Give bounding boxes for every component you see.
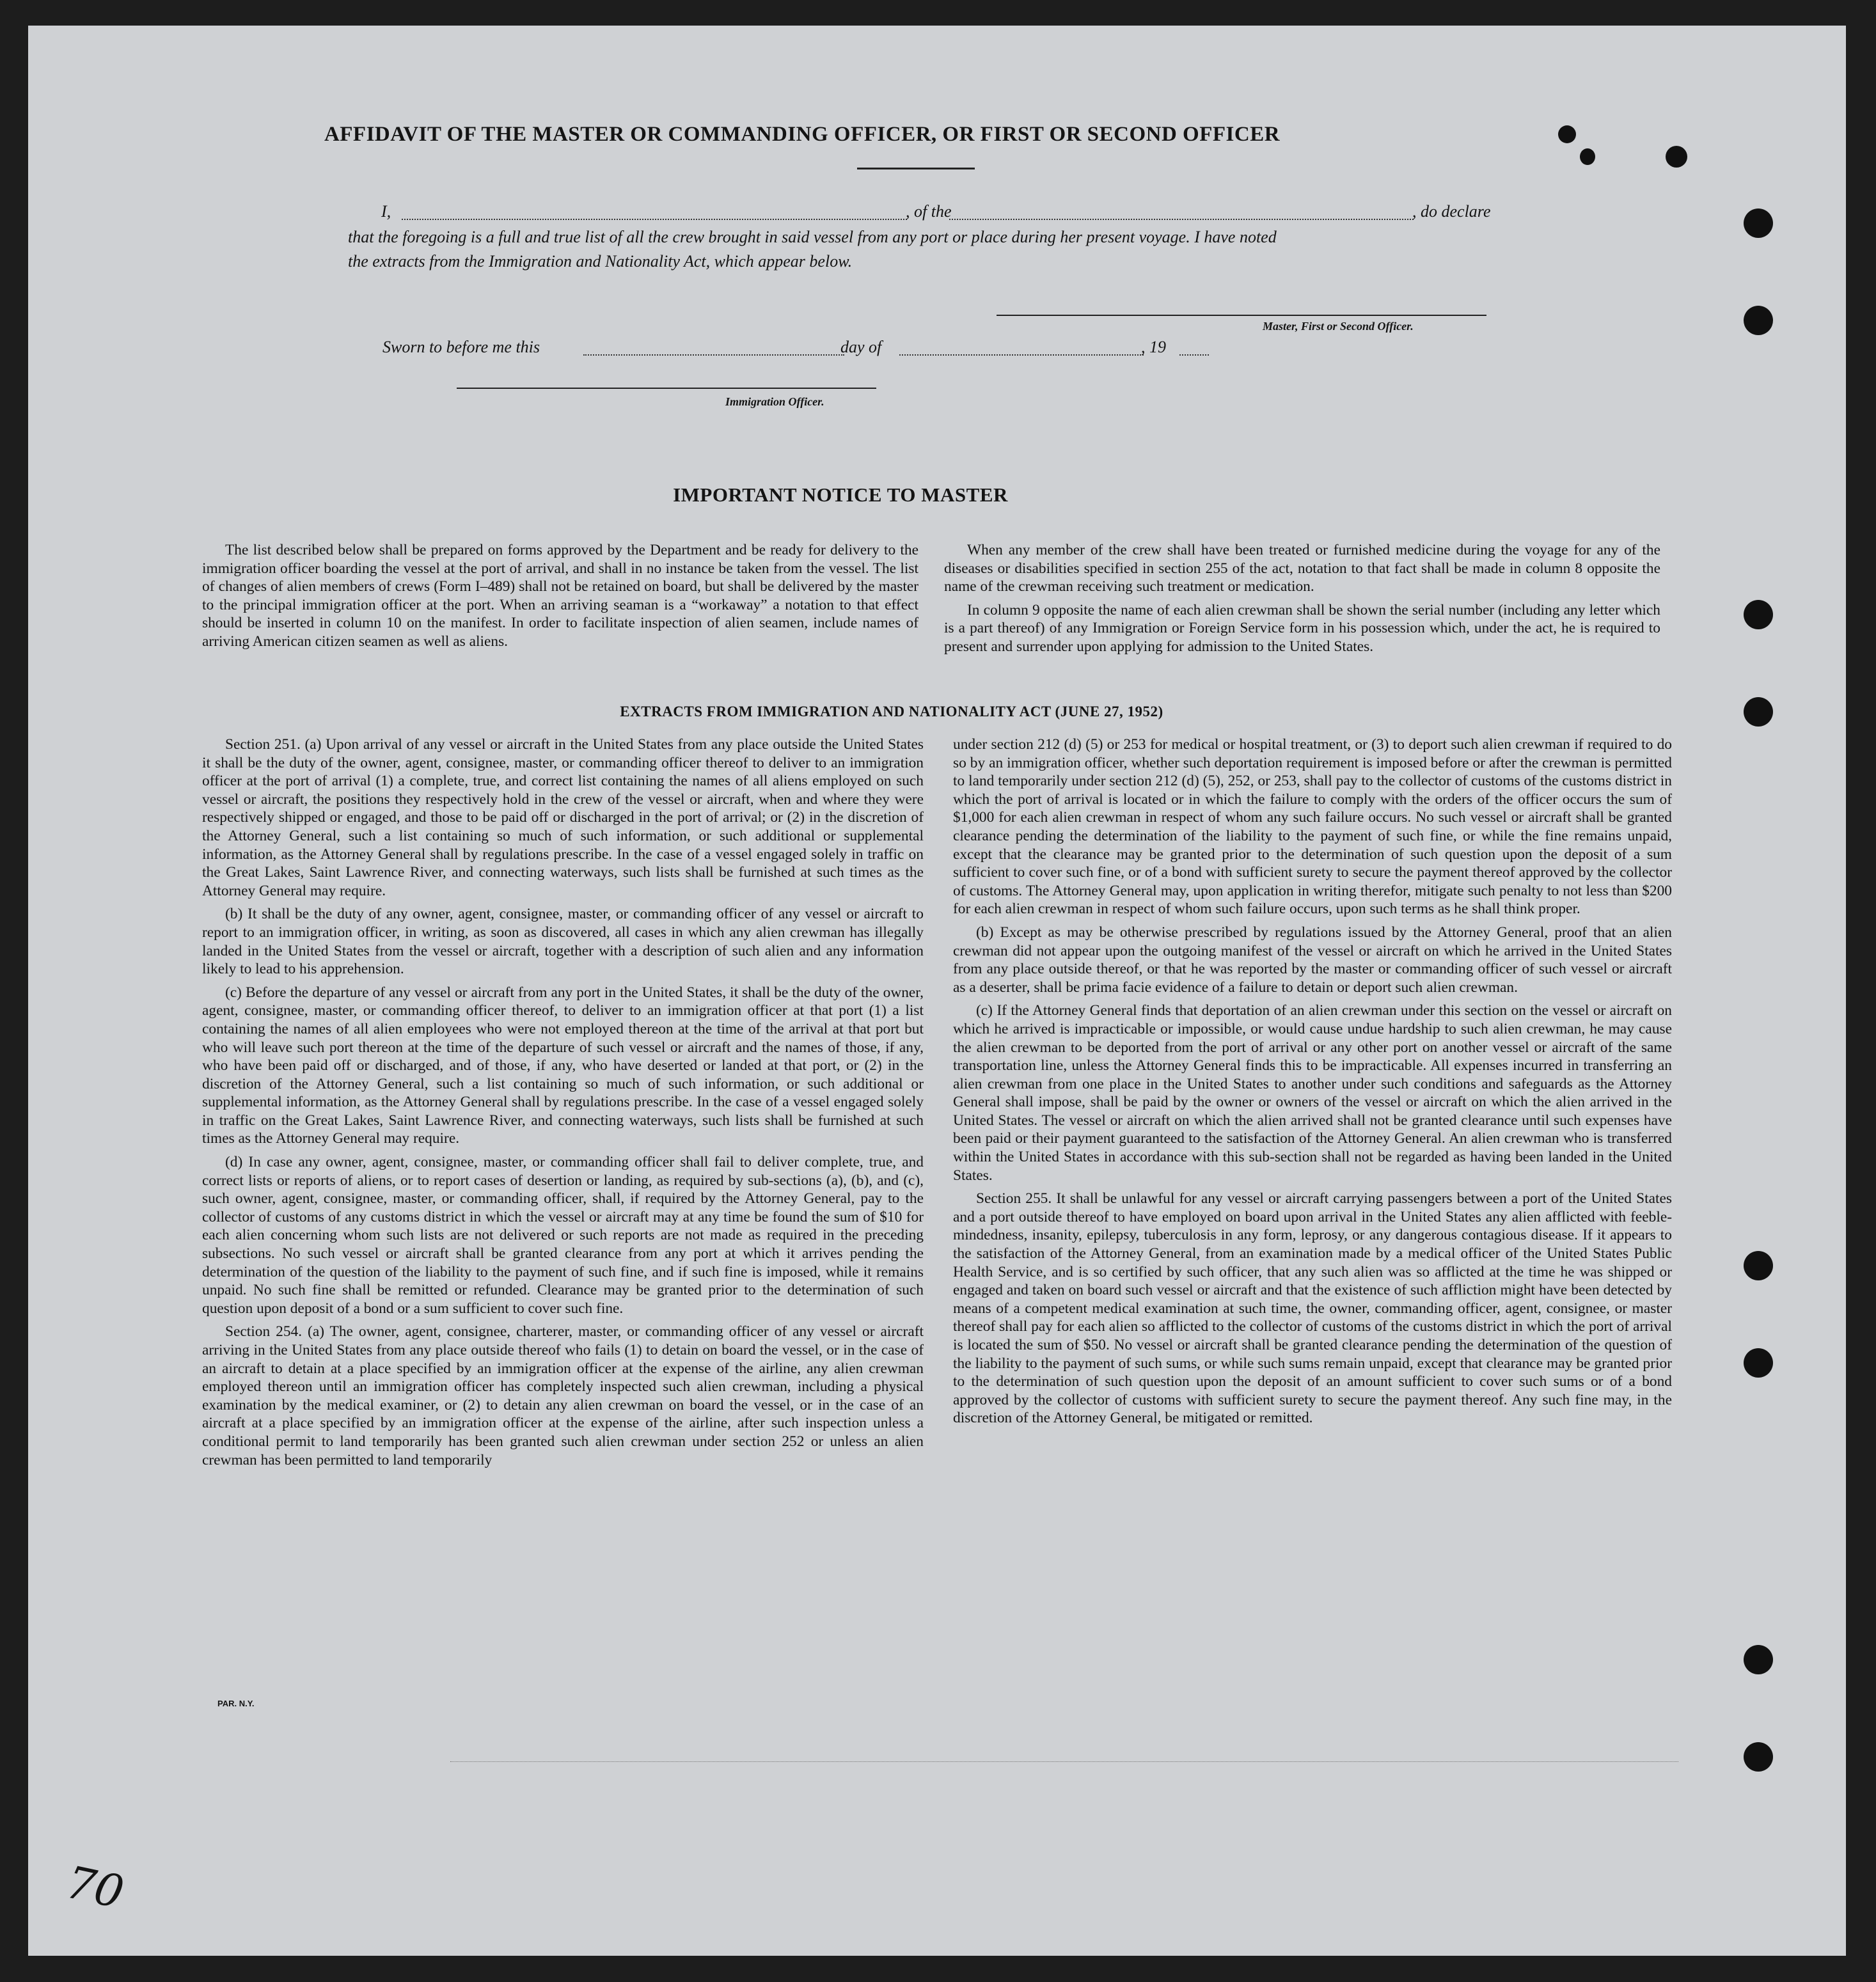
year-label: , 19	[1141, 338, 1166, 356]
punch-hole	[1744, 1348, 1773, 1378]
statute-paragraph: (b) Except as may be otherwise prescribed by regulations issued by the Attorney General, proof that an alien crewman did not appear upon the outgoing manifest of the vessel or aircraft on which he arrived in the United States from any place outside thereof, or that he was reported by the master or commanding officer of such vessel or aircraft as a deserter, shall be prima facie evidence of a failure to detain or deport such alien crewman.	[953, 924, 1672, 996]
notice-paragraph: In column 9 opposite the name of each alien crewman shall be shown the serial number (including any letter which is a part thereof) of any Immigration or Foreign Service form in his possession which, under the act, he is required to present and surrender upon applying for admission to the United States.	[944, 601, 1660, 655]
punch-hole	[1558, 125, 1576, 143]
punch-hole	[1744, 600, 1773, 629]
extracts-title: EXTRACTS FROM IMMIGRATION AND NATIONALITY ACT (JUNE 27, 1952)	[620, 704, 1163, 720]
day-of-label: day of	[840, 338, 882, 356]
punch-hole	[1744, 1742, 1773, 1772]
year-field-line[interactable]	[1179, 354, 1209, 356]
punch-hole	[1744, 1251, 1773, 1280]
sworn-day-field-line[interactable]	[583, 354, 844, 356]
officer-signature-label: Immigration Officer.	[725, 395, 824, 408]
punch-hole	[1744, 1645, 1773, 1674]
punch-hole	[1666, 146, 1687, 168]
affidavit-statement-line: the extracts from the Immigration and Nationality Act, which appear below.	[348, 252, 853, 271]
sworn-label: Sworn to before me this	[382, 338, 540, 356]
handwritten-page-number: 70	[61, 1855, 129, 1919]
statute-paragraph: (c) If the Attorney General finds that deportation of an alien crewman under this section on the vessel or aircraft on which he arrived is impracticable or impossible, or would cause undue hardship to such alien crewman, he may cause the alien crewman to be deported from the port of arrival or any other port on another vessel or aircraft of the same transportation line, unless the Attorney General finds this to be impracticable. All expenses incurred in transferring an alien crewman from one place in the United States to another under such conditions and safeguards as the Attorney General shall impose, shall be paid by the owner or owners of the vessel or aircraft on which the alien arrived in the United States. The vessel or aircraft on which the alien arrived shall not be granted clearance until such expenses have been paid or their payment guaranteed to the satisfaction of the Attorney General. An alien crewman who is transferred within the United States in accordance with this sub-section shall not be regarded as having been landed in the United States.	[953, 1002, 1672, 1184]
statute-paragraph: (b) It shall be the duty of any owner, agent, consignee, master, or commanding officer of any vessel or aircraft to report to an immigration officer, in writing, as soon as discovered, all cases in which any alien crewman has illegally landed in the United States from the vessel or aircraft, together with a description of such alien and any information likely to lead to his apprehension.	[202, 906, 924, 978]
notice-paragraph: The list described below shall be prepared on forms approved by the Department and be ready for delivery to the immigration officer boarding the vessel at the port of arrival, and shall in no instance be taken from the vessel. The list of changes of alien members of crews (Form I–489) shall not be retained on board, but shall be delivered by the master to the principal immigration officer at the port. When an arriving seaman is a “workaway” a notation to that effect should be inserted in column 10 on the manifest. In order to facilitate inspection of alien seamen, include names of arriving American citizen seamen as well as aliens.	[202, 542, 918, 650]
notice-paragraph: When any member of the crew shall have been treated or furnished medicine during the voyage for any of the diseases or disabilities specified in section 255 of the act, notation to that fact shall be made in column 8 opposite the name of the crewman receiving such treatment or medication.	[944, 542, 1660, 595]
vessel-field-line[interactable]	[949, 219, 1414, 220]
extracts-right-column	[953, 735, 1672, 1433]
notice-title: IMPORTANT NOTICE TO MASTER	[673, 484, 1008, 506]
name-field-line[interactable]	[402, 219, 907, 220]
affidavit-title: AFFIDAVIT OF THE MASTER OR COMMANDING OFFICER, OR FIRST OR SECOND OFFICER	[324, 123, 1281, 146]
statute-paragraph: Section 251. (a) Upon arrival of any vessel or aircraft in the United States from any place outside the United States it shall be the duty of the owner, agent, consignee, master, or commanding officer thereof to deliver to an immigration officer at the port of arrival (1) a complete, true, and correct list containing the names of all aliens employed on such vessel or aircraft, the positions they respectively hold in the crew of the vessel or aircraft, when and where they were respectively shipped or engaged, and those to be paid off or discharged in the port of arrival; or (2) in the discretion of the Attorney General, such a list containing so much of such information, or such additional or supplemental information, as the Attorney General shall by regulations prescribe. In the case of a vessel engaged solely in traffic on the Great Lakes, Saint Lawrence River, and connecting waterways, such lists shall be furnished at such times as the Attorney General may require.	[202, 736, 924, 899]
master-signature-line[interactable]	[997, 315, 1486, 316]
punch-hole	[1744, 208, 1773, 238]
statute-paragraph: (d) In case any owner, agent, consignee, master, or commanding officer shall fail to deliver complete, true, and correct lists or reports of aliens, or to report cases of desertion or landing, as required by sub-sections (a), (b), and (c), such owner, agent, consignee, master, or commanding officer, shall, if required by the Attorney General, pay to the collector of customs of any customs district in which the vessel or aircraft may at any time be found the sum of $10 for each alien concerning whom such lists are not delivered or such reports are not made as required in the preceding subsections. No such vessel or aircraft shall be granted clearance from any port at which it arrives pending the determination of the question of the liability to the payment of such fine, and if such fine is imposed, while it remains unpaid. No such fine shall be remitted or refunded. Clearance may be granted prior to the determination of such question upon deposit of a bond or a sum sufficient to cover such fine.	[202, 1154, 924, 1317]
printer-mark: PAR. N.Y.	[217, 1699, 255, 1708]
extracts-left-column	[202, 735, 924, 1474]
punch-hole	[1580, 148, 1595, 165]
statute-paragraph: Section 254. (a) The owner, agent, consignee, charterer, master, or commanding officer of any vessel or aircraft arriving in the United States from any place outside thereof who fails (1) to detain on board the vessel, or in the case of an aircraft to detain at a place specified by an immigration officer at the expense of the airline, any alien crewman employed thereon until an immigration officer has completely inspected such alien crewman, including a physical examination by the medical examiner, or (2) to detain any alien crewman on board the vessel, or in the case of an aircraft at a place specified by an immigration officer at the expense of the airline, after such inspection unless a conditional permit to land temporarily has been granted such alien crewman under section 252 or unless an alien crewman has been permitted to land temporarily	[202, 1323, 924, 1468]
punch-hole	[1744, 697, 1773, 727]
affidavit-i-label: I,	[381, 202, 391, 221]
notice-left-column	[202, 541, 918, 656]
statute-paragraph: Section 255. It shall be unlawful for any vessel or aircraft carrying passengers between a port of the United States and a port outside thereof to have employed on board upon arrival in the United States any alien afflicted with feeble-mindedness, insanity, epilepsy, tuberculosis in any form, leprosy, or any dangerous contagious disease. If it appears to the satisfaction of the Attorney General, from an examination made by a medical officer of the United States Public Health Service, and is so certified by such officer, that any such alien was so afflicted at the time he was shipped or engaged and taken on board such vessel or aircraft and that the existence of such affliction might have been detected by means of a competent medical examination at such time, the owner, commanding officer, agent, consignee, or master thereof shall pay for each alien so afflicted to the collector of customs of the customs district in which the port of arrival is located the sum of $50. No vessel or aircraft shall be granted clearance pending the determination of the question of the liability to the payment of such sums, or while such sums remain unpaid, except that clearance may be granted prior to the determination of such question upon the deposit of an amount sufficient to cover such sums or of a bond approved by the collector of customs with sufficient surety to secure the payment thereof. Any such fine may, in the discretion of the Attorney General, be mitigated or remitted.	[953, 1190, 1672, 1427]
affidavit-of-the-label: , of the	[906, 202, 952, 221]
document-page	[28, 26, 1846, 1956]
affidavit-statement-line: that the foregoing is a full and true list of all the crew brought in said vessel from any port or place during her present voyage. I have noted	[348, 228, 1277, 246]
statute-paragraph: (c) Before the departure of any vessel or aircraft from any port in the United States, it shall be the duty of the owner, agent, consignee, master, or commanding officer thereof, to deliver to an immigration officer at that port (1) a list containing the names of all alien employees who were not employed thereon at the time of the arrival at that port but who will leave such port thereon at the time of the departure of such vessel or aircraft and the names of those, if any, who have been paid off or discharged, and of those, if any, who have deserted or landed at that port, or (2) in the discretion of the Attorney General, such a list containing so much of such information, or such additional or supplemental information, as the Attorney General shall by regulations prescribe. In the case of a vessel engaged solely in traffic on the Great Lakes, Saint Lawrence River, and connecting waterways, such lists shall be furnished at such times as the Attorney General may require.	[202, 984, 924, 1147]
title-underline	[857, 168, 975, 169]
statute-paragraph: under section 212 (d) (5) or 253 for medical or hospital treatment, or (3) to deport such alien crewman if required to do so by an immigration officer, whether such deportation requirement is imposed before or after the crewman is permitted to land temporarily under section 212 (d) (5), 252, or 253, shall pay to the collector of customs of the customs district in which the port of arrival is located or in which the failure to comply with the orders of the officer occurs the sum of $1,000 for each alien crewman in respect of whom any such failure occurs. No such vessel or aircraft shall be granted clearance pending the determination of the liability to the payment of such fine, or while the fine remains unpaid, except that the clearance may be granted prior to the determination of such question upon the deposit of a sum sufficient to cover such fine, or of a bond with sufficient surety to secure the payment thereof approved by the collector of customs. The Attorney General may, upon application in writing therefor, mitigate such penalty to not less than $200 for each alien crewman in respect of whom such failure occurs, upon such terms as he shall think proper.	[953, 736, 1672, 918]
bottom-rule	[450, 1761, 1678, 1762]
affidavit-declare-label: , do declare	[1412, 202, 1491, 221]
master-signature-label: Master, First or Second Officer.	[1263, 320, 1414, 333]
punch-hole	[1744, 306, 1773, 335]
officer-signature-line[interactable]	[457, 388, 876, 389]
notice-right-column	[944, 541, 1660, 661]
sworn-month-field-line[interactable]	[899, 354, 1144, 356]
